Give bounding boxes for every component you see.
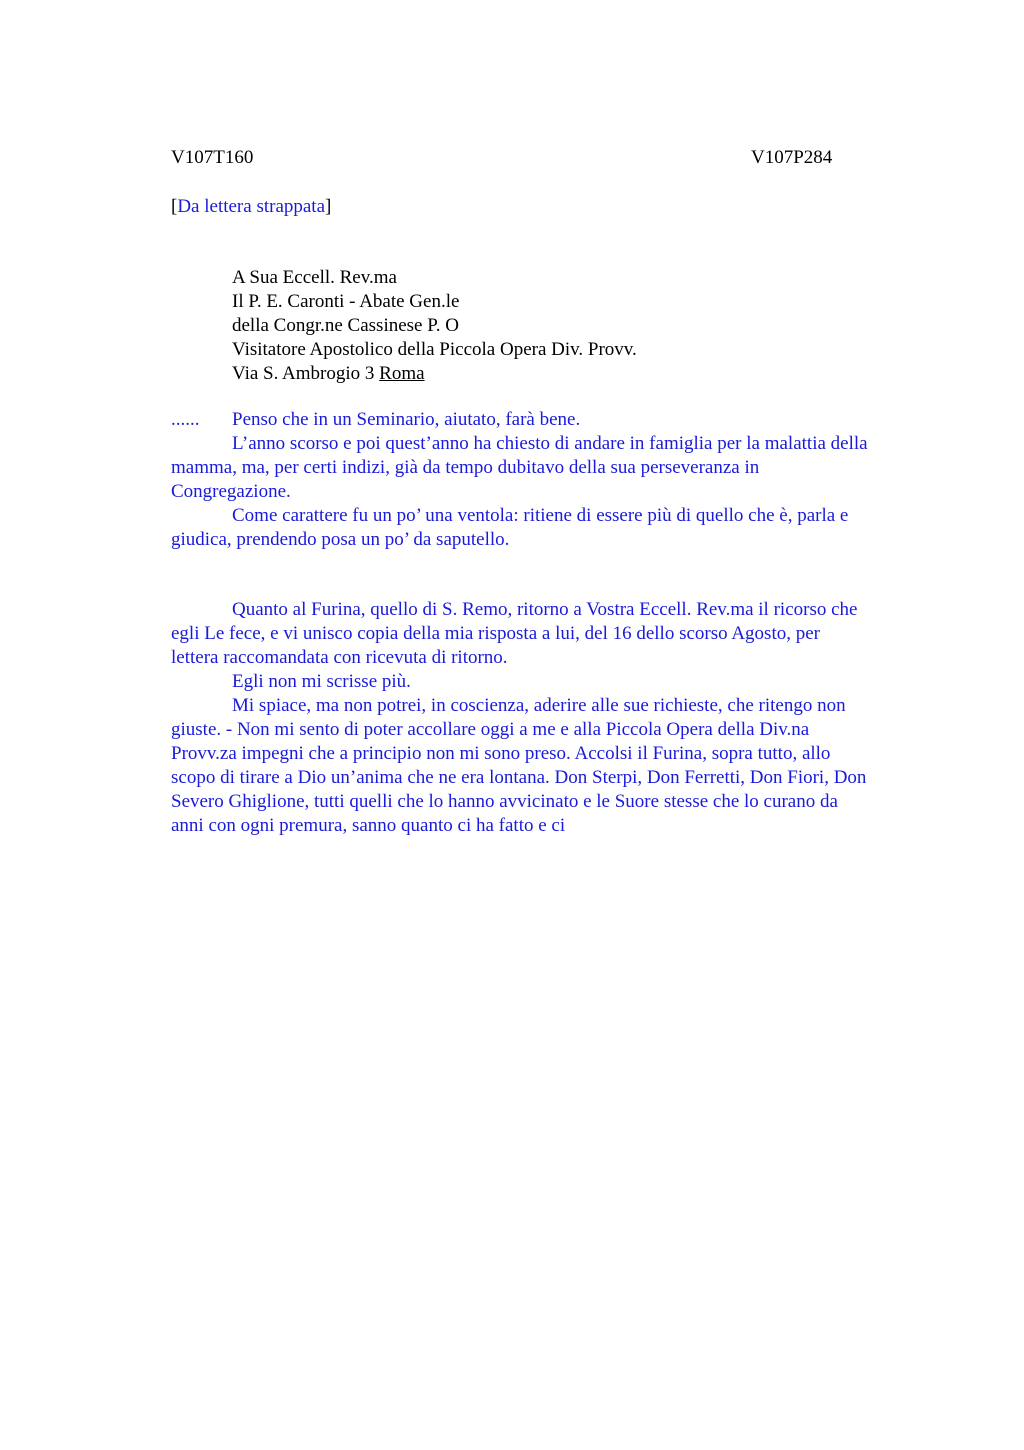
address-line: Visitatore Apostolico della Piccola Opera Div. Provv. [232, 339, 637, 360]
recipient-address [232, 266, 637, 386]
text-line: mamma, ma, per certi indizi, già da tempo dubitavo della sua perseveranza in [171, 457, 760, 478]
text-line: anni con ogni premura, sanno quanto ci ha fatto e ci [171, 815, 566, 836]
text-line: egli Le fece, e vi unisco copia della mia risposta a lui, del 16 dello scorso Agosto, per [171, 623, 820, 644]
address-line: A Sua Eccell. Rev.ma [232, 267, 397, 288]
text-line: Egli non mi scrisse più. [232, 671, 411, 692]
paragraph-section-2 [171, 598, 931, 838]
text-line: Mi spiace, ma non potrei, in coscienza, aderire alle sue richieste, che ritengo non [232, 695, 846, 716]
text-line: L’anno scorso e poi quest’anno ha chiesto di andare in famiglia per la malattia della [232, 433, 868, 454]
text-line: giudica, prendendo posa un po’ da saputello. [171, 529, 510, 550]
document-ref-left: V107T160 [171, 147, 254, 168]
address-line: Il P. E. Caronti - Abate Gen.le [232, 291, 460, 312]
paragraph-section-1 [171, 408, 931, 552]
text-line: lettera raccomandata con ricevuta di ritorno. [171, 647, 508, 668]
text-line: Congregazione. [171, 481, 291, 502]
address-line [232, 362, 637, 386]
document-ref-right: V107P284 [751, 147, 833, 168]
address-city: Roma [379, 363, 425, 384]
text-line: scopo di tirare a Dio un’anima che ne era lontana. Don Sterpi, Don Ferretti, Don Fiori, Don [171, 767, 867, 788]
text-line: Provv.za impegni che a principio non mi sono preso. Accolsi il Furina, sopra tutto, allo [171, 743, 831, 764]
address-line: della Congr.ne Cassinese P. O [232, 315, 459, 336]
text-line: Quanto al Furina, quello di S. Remo, ritorno a Vostra Eccell. Rev.ma il ricorso che [232, 599, 858, 620]
address-street: Via S. Ambrogio 3 [232, 363, 380, 384]
text-line: Severo Ghiglione, tutti quelli che lo hanno avvicinato e le Suore stesse che lo curano da [171, 791, 838, 812]
note-text: Da lettera strappata [177, 196, 326, 217]
text-line [171, 408, 931, 432]
omission-ellipsis: ...... [171, 409, 200, 430]
text-line: giuste. - Non mi sento di poter accollare oggi a me e alla Piccola Opera della Div.na [171, 719, 810, 740]
text-span: Penso che in un Seminario, aiutato, farà bene. [232, 409, 581, 430]
document-header [171, 146, 931, 170]
text-line: Come carattere fu un po’ una ventola: ritiene di essere più di quello che è, parla e [232, 505, 849, 526]
note-close-bracket: ] [325, 196, 332, 217]
editorial-note [171, 195, 331, 219]
note-open-bracket: [ [171, 196, 178, 217]
